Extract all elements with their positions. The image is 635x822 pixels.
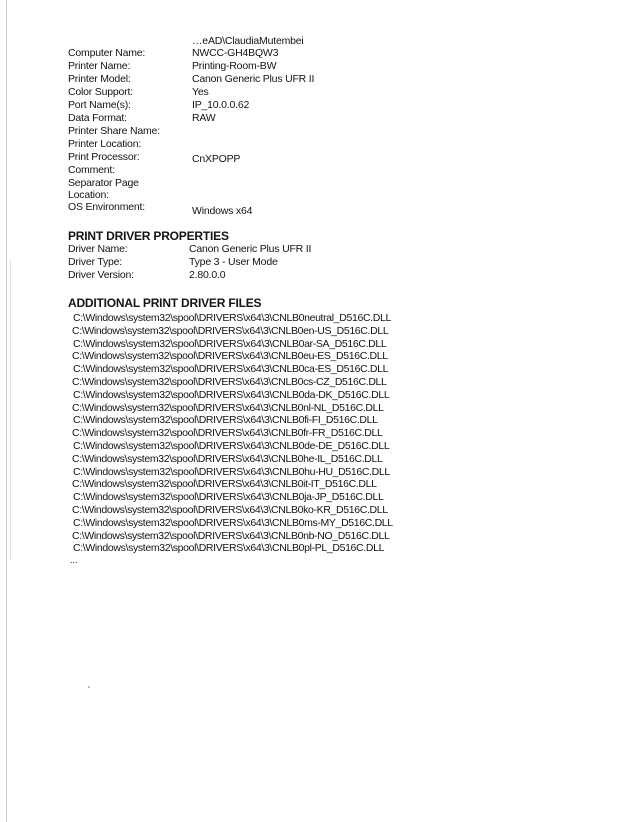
scan-speck bbox=[88, 686, 90, 688]
info-label: Computer Name: bbox=[68, 47, 146, 59]
driver-file-item: C:\Windows\system32\spool\DRIVERS\x64\3\CNLB0it-IT_D516C.DLL bbox=[72, 478, 377, 491]
scan-edge bbox=[6, 0, 7, 822]
driver-file-item: C:\Windows\system32\spool\DRIVERS\x64\3\CNLB0nl-NL_D516C.DLL bbox=[72, 401, 384, 414]
driver-file-item: C:\Windows\system32\spool\DRIVERS\x64\3\CNLB0he-IL_D516C.DLL bbox=[72, 452, 383, 465]
driver-file-item: C:\Windows\system32\spool\DRIVERS\x64\3\CNLB0de-DE_D516C.DLL bbox=[73, 439, 390, 452]
info-label: Printer Share Name: bbox=[68, 125, 160, 137]
driver-value: 2.80.0.0 bbox=[189, 269, 226, 281]
scan-edge-faint bbox=[10, 260, 11, 560]
info-label: Location: bbox=[68, 189, 109, 201]
info-label: Color Support: bbox=[68, 86, 133, 98]
info-value: RAW bbox=[192, 112, 216, 124]
continuation-ellipsis: ... bbox=[70, 555, 78, 565]
info-label: Port Name(s): bbox=[68, 99, 131, 111]
info-value: Canon Generic Plus UFR II bbox=[192, 73, 315, 85]
info-label: Separator Page bbox=[68, 177, 139, 189]
info-value: NWCC-GH4BQW3 bbox=[192, 47, 279, 59]
info-label: Data Format: bbox=[68, 112, 127, 124]
driver-label: Driver Version: bbox=[68, 269, 134, 281]
driver-file-item: C:\Windows\system32\spool\DRIVERS\x64\3\CNLB0eu-ES_D516C.DLL bbox=[72, 350, 388, 363]
driver-file-item: C:\Windows\system32\spool\DRIVERS\x64\3\CNLB0nb-NO_D516C.DLL bbox=[72, 529, 390, 542]
driver-file-item: C:\Windows\system32\spool\DRIVERS\x64\3\CNLB0ko-KR_D516C.DLL bbox=[72, 503, 388, 516]
driver-file-item: C:\Windows\system32\spool\DRIVERS\x64\3\CNLB0ar-SA_D516C.DLL bbox=[73, 337, 387, 350]
driver-file-item: C:\Windows\system32\spool\DRIVERS\x64\3\CNLB0ja-JP_D516C.DLL bbox=[73, 491, 384, 504]
driver-file-item: C:\Windows\system32\spool\DRIVERS\x64\3\CNLB0en-US_D516C.DLL bbox=[72, 324, 389, 337]
info-label: Printer Location: bbox=[68, 138, 142, 150]
driver-file-item: C:\Windows\system32\spool\DRIVERS\x64\3\CNLB0fr-FR_D516C.DLL bbox=[72, 427, 383, 440]
info-value: CnXPOPP bbox=[192, 153, 241, 165]
driver-properties-heading: PRINT DRIVER PROPERTIES bbox=[68, 229, 229, 243]
info-value: Windows x64 bbox=[192, 205, 253, 217]
driver-file-item: C:\Windows\system32\spool\DRIVERS\x64\3\CNLB0ms-MY_D516C.DLL bbox=[73, 516, 393, 529]
driver-file-list bbox=[72, 312, 393, 555]
driver-file-item: C:\Windows\system32\spool\DRIVERS\x64\3\CNLB0pl-PL_D516C.DLL bbox=[73, 542, 385, 555]
info-value: Printing-Room-BW bbox=[192, 60, 277, 72]
additional-files-heading: ADDITIONAL PRINT DRIVER FILES bbox=[68, 296, 262, 310]
user-account-line: …eAD\ClaudiaMutembei bbox=[192, 35, 304, 47]
info-label: Print Processor: bbox=[68, 151, 140, 163]
info-label: Comment: bbox=[68, 164, 115, 176]
info-value: IP_10.0.0.62 bbox=[192, 99, 250, 111]
info-value: Yes bbox=[192, 86, 209, 98]
driver-file-item: C:\Windows\system32\spool\DRIVERS\x64\3\CNLB0fi-FI_D516C.DLL bbox=[73, 414, 378, 427]
driver-file-item: C:\Windows\system32\spool\DRIVERS\x64\3\CNLB0hu-HU_D516C.DLL bbox=[73, 465, 390, 478]
info-label: Printer Model: bbox=[68, 73, 131, 85]
driver-value: Canon Generic Plus UFR II bbox=[189, 243, 312, 255]
info-label: Printer Name: bbox=[68, 60, 131, 72]
driver-value: Type 3 - User Mode bbox=[189, 256, 278, 268]
driver-label: Driver Name: bbox=[68, 243, 128, 255]
driver-file-item: C:\Windows\system32\spool\DRIVERS\x64\3\CNLB0cs-CZ_D516C.DLL bbox=[72, 375, 387, 388]
driver-label: Driver Type: bbox=[68, 256, 123, 268]
info-label: OS Environment: bbox=[68, 201, 145, 213]
driver-file-item: C:\Windows\system32\spool\DRIVERS\x64\3\CNLB0da-DK_D516C.DLL bbox=[73, 388, 390, 401]
driver-file-item: C:\Windows\system32\spool\DRIVERS\x64\3\CNLB0neutral_D516C.DLL bbox=[73, 312, 391, 324]
driver-file-item: C:\Windows\system32\spool\DRIVERS\x64\3\CNLB0ca-ES_D516C.DLL bbox=[73, 363, 389, 376]
